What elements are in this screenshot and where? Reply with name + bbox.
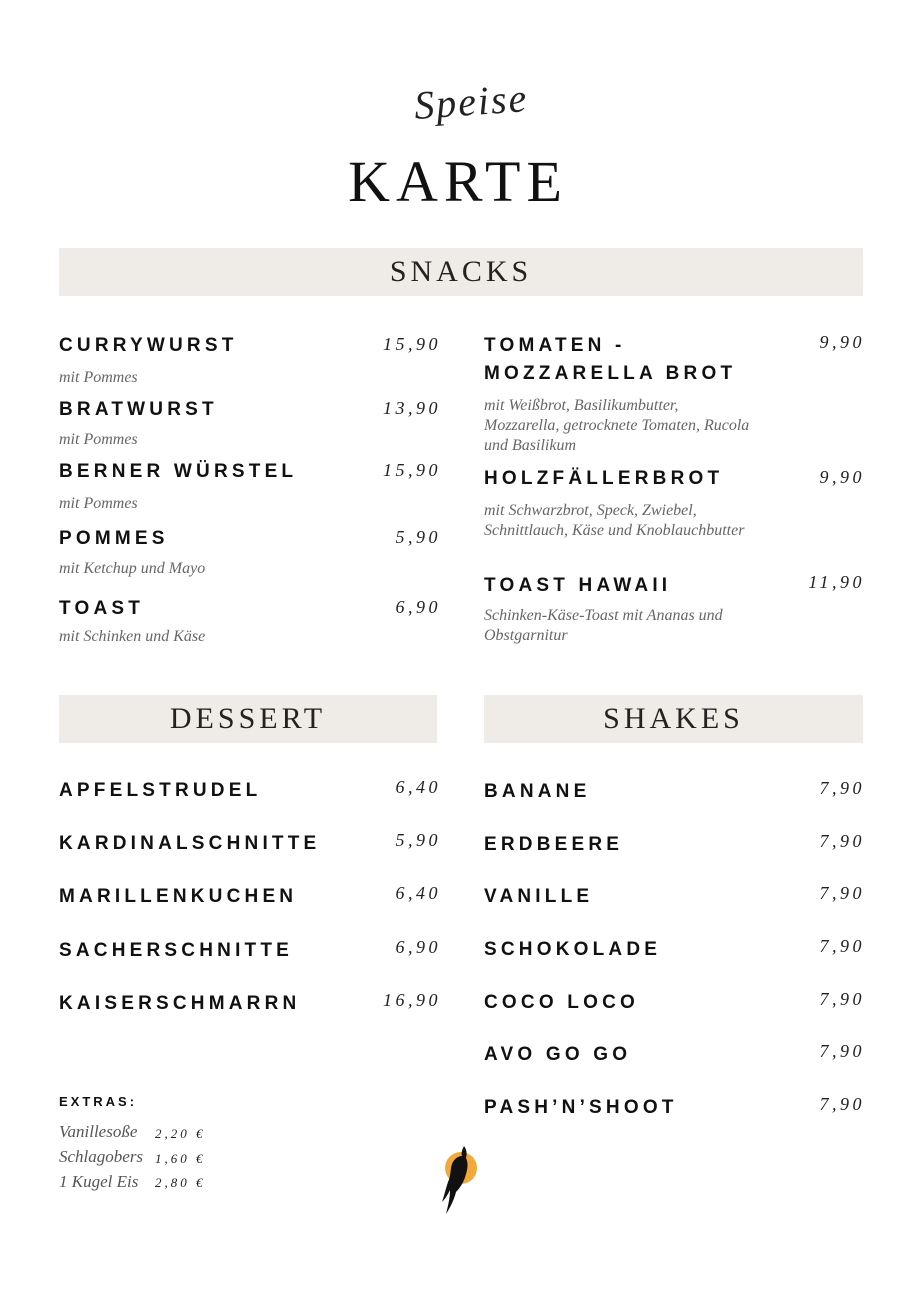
menu-item-tomaten-mozzarella-brot — [484, 332, 865, 456]
item-description: mit Pommes — [59, 369, 138, 386]
menu-item-holzfaellerbrot — [484, 465, 865, 541]
item-name: MARILLENKUCHEN — [59, 886, 298, 907]
item-name: BRATWURST — [59, 399, 218, 420]
item-name: AVO GO GO — [484, 1044, 632, 1065]
item-price: 6,40 — [395, 883, 441, 903]
menu-item-coco-loco — [484, 989, 865, 1017]
menu-item-currywurst — [59, 332, 441, 388]
section-header-snacks: SNACKS — [59, 248, 863, 296]
item-price: 7,90 — [819, 883, 865, 903]
item-name: ERDBEERE — [484, 834, 624, 855]
item-name: TOMATEN - MOZZARELLA BROT — [484, 335, 737, 384]
menu-item-pash-n-shoot — [484, 1094, 865, 1122]
item-price: 6,90 — [395, 937, 441, 957]
item-description: mit Schwarzbrot, Speck, Zwiebel, Schnittlauch, Käse und Knoblauchbutter — [484, 502, 745, 539]
item-description: Schinken-Käse-Toast mit Ananas und Obstgarnitur — [484, 607, 723, 644]
menu-item-banane — [484, 778, 865, 806]
menu-title: KARTE — [348, 149, 568, 214]
item-name: VANILLE — [484, 886, 594, 907]
item-price: 7,90 — [819, 778, 865, 798]
menu-item-kaiserschmarrn — [59, 990, 441, 1018]
item-price: 15,90 — [383, 334, 441, 354]
item-description: mit Weißbrot, Basilikumbutter, Mozzarella, getrocknete Tomaten, Rucola und Basilikum — [484, 397, 750, 454]
item-name: BANANE — [484, 781, 591, 802]
extra-item-price: 2,80 € — [155, 1175, 206, 1190]
item-price: 7,90 — [819, 831, 865, 851]
item-name: TOAST — [59, 598, 145, 619]
item-price: 7,90 — [819, 936, 865, 956]
item-price: 15,90 — [383, 460, 441, 480]
item-name: KAISERSCHMARRN — [59, 993, 301, 1014]
menu-item-berner-wuerstel — [59, 458, 441, 514]
item-name: HOLZFÄLLERBROT — [484, 468, 724, 489]
extra-item-price: 2,20 € — [155, 1126, 206, 1141]
menu-item-apfelstrudel — [59, 777, 441, 805]
item-price: 5,90 — [395, 527, 441, 547]
parrot-sun-logo — [436, 1144, 484, 1216]
item-description: mit Pommes — [59, 495, 138, 512]
item-price: 6,90 — [395, 597, 441, 617]
item-price: 7,90 — [819, 1041, 865, 1061]
item-name: SACHERSCHNITTE — [59, 940, 294, 961]
item-price: 11,90 — [808, 572, 865, 592]
extra-item-name: Schlagobers — [59, 1147, 144, 1166]
extras-title: EXTRAS: — [59, 1094, 138, 1109]
item-name: CURRYWURST — [59, 335, 238, 356]
menu-item-vanille — [484, 883, 865, 911]
menu-item-avo-go-go — [484, 1041, 865, 1069]
extra-item-name: Vanillesoße — [59, 1122, 138, 1141]
item-price: 9,90 — [819, 332, 865, 352]
menu-item-pommes — [59, 525, 441, 579]
item-price: 5,90 — [395, 830, 441, 850]
menu-item-bratwurst — [59, 396, 441, 450]
item-name: POMMES — [59, 528, 169, 549]
menu-item-kardinalschnitte — [59, 830, 441, 858]
item-description: mit Ketchup und Mayo — [59, 560, 206, 577]
item-name: TOAST HAWAII — [484, 575, 672, 596]
menu-item-sacherschnitte — [59, 937, 441, 965]
item-price: 13,90 — [383, 398, 441, 418]
menu-item-toast — [59, 595, 441, 647]
item-name: KARDINALSCHNITTE — [59, 833, 321, 854]
item-description: mit Schinken und Käse — [59, 628, 206, 645]
item-price: 6,40 — [395, 777, 441, 797]
item-description: mit Pommes — [59, 431, 138, 448]
extra-item-price: 1,60 € — [155, 1151, 206, 1166]
item-price: 16,90 — [383, 990, 441, 1010]
item-name: APFELSTRUDEL — [59, 780, 262, 801]
item-name: BERNER WÜRSTEL — [59, 461, 298, 482]
section-header-shakes: SHAKES — [484, 695, 863, 743]
item-price: 9,90 — [819, 467, 865, 487]
item-name: PASH’N’SHOOT — [484, 1097, 678, 1118]
item-price: 7,90 — [819, 1094, 865, 1114]
section-header-dessert: DESSERT — [59, 695, 437, 743]
extra-item-name: 1 Kugel Eis — [59, 1172, 139, 1191]
menu-item-erdbeere — [484, 831, 865, 859]
menu-item-marillenkuchen — [59, 883, 441, 911]
menu-title-script: Speise — [412, 75, 530, 128]
item-price: 7,90 — [819, 989, 865, 1009]
item-name: COCO LOCO — [484, 992, 639, 1013]
menu-item-schokolade — [484, 936, 865, 964]
menu-item-toast-hawaii — [484, 572, 865, 646]
item-name: SCHOKOLADE — [484, 939, 662, 960]
